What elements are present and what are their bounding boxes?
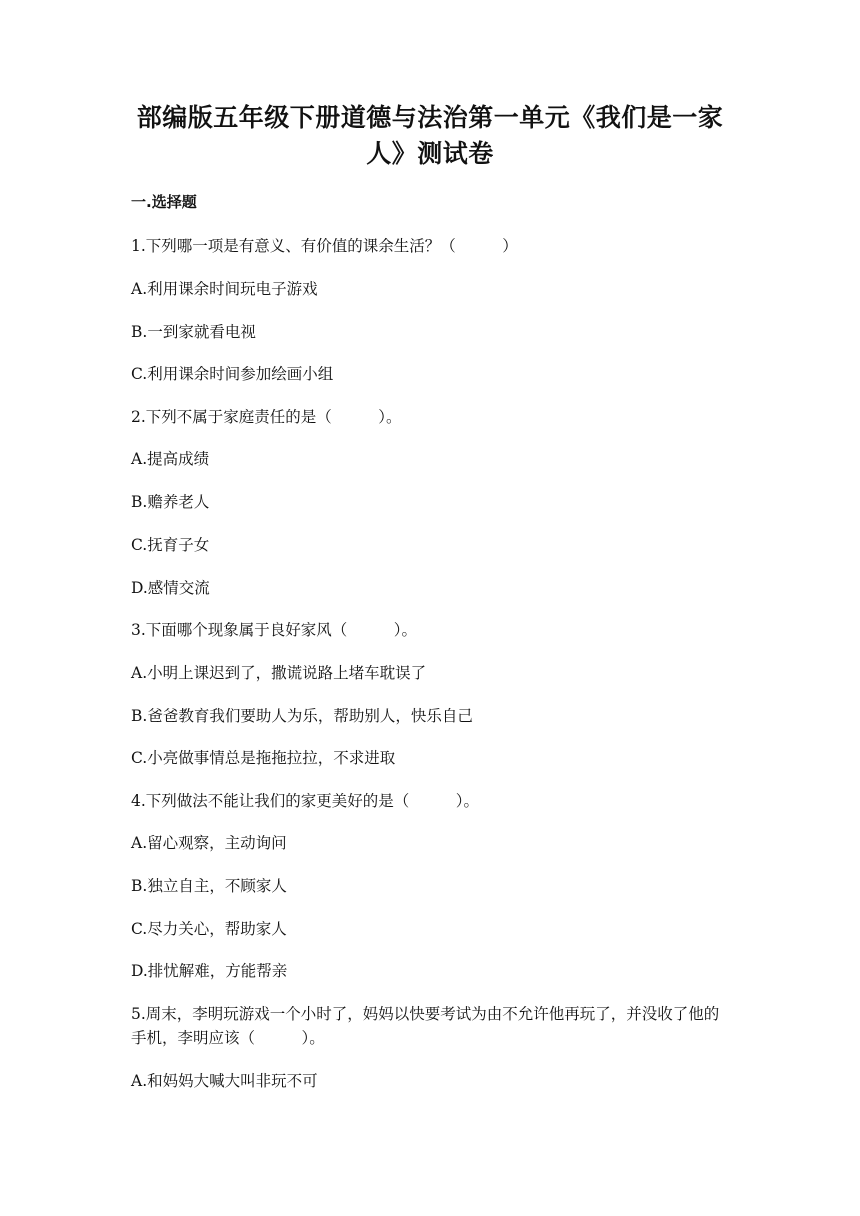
page-title: 部编版五年级下册道德与法治第一单元《我们是一家人》测试卷 <box>136 103 724 168</box>
question-5-option-a: A.和妈妈大喊大叫非玩不可 <box>131 1072 318 1090</box>
question-2-option-b: B.赡养老人 <box>131 493 210 511</box>
question-4-option-b: B.独立自主，不顾家人 <box>131 877 287 895</box>
question-4-option-a: A.留心观察，主动询问 <box>131 834 287 852</box>
question-1-option-c: C.利用课余时间参加绘画小组 <box>131 365 334 383</box>
question-2-stem: 2.下列不属于家庭责任的是（ ）。 <box>131 408 402 426</box>
question-3-option-c: C.小亮做事情总是拖拖拉拉，不求进取 <box>131 749 396 767</box>
question-1-option-a: A.利用课余时间玩电子游戏 <box>131 280 318 298</box>
question-1-stem: 1.下列哪一项是有意义、有价值的课余生活？（ ） <box>131 237 518 255</box>
question-5-stem: 5.周末，李明玩游戏一个小时了，妈妈以快要考试为由不允许他再玩了，并没收了他的手机，李明应该（ ）。 <box>131 1005 720 1047</box>
question-2-option-c: C.抚育子女 <box>131 536 210 554</box>
question-4-option-d: D.排忧解难，方能帮亲 <box>131 962 288 980</box>
question-3-option-a: A.小明上课迟到了，撒谎说路上堵车耽误了 <box>131 664 427 682</box>
question-2-option-a: A.提高成绩 <box>131 450 210 468</box>
section-heading: 一.选择题 <box>131 193 197 211</box>
question-2-option-d: D.感情交流 <box>131 579 210 597</box>
question-3-option-b: B.爸爸教育我们要助人为乐，帮助别人，快乐自己 <box>131 707 473 725</box>
question-4-stem: 4.下列做法不能让我们的家更美好的是（ ）。 <box>131 792 480 810</box>
question-4-option-c: C.尽力关心，帮助家人 <box>131 920 287 938</box>
question-3-stem: 3.下面哪个现象属于良好家风（ ）。 <box>131 621 418 639</box>
question-1-option-b: B.一到家就看电视 <box>131 323 256 341</box>
